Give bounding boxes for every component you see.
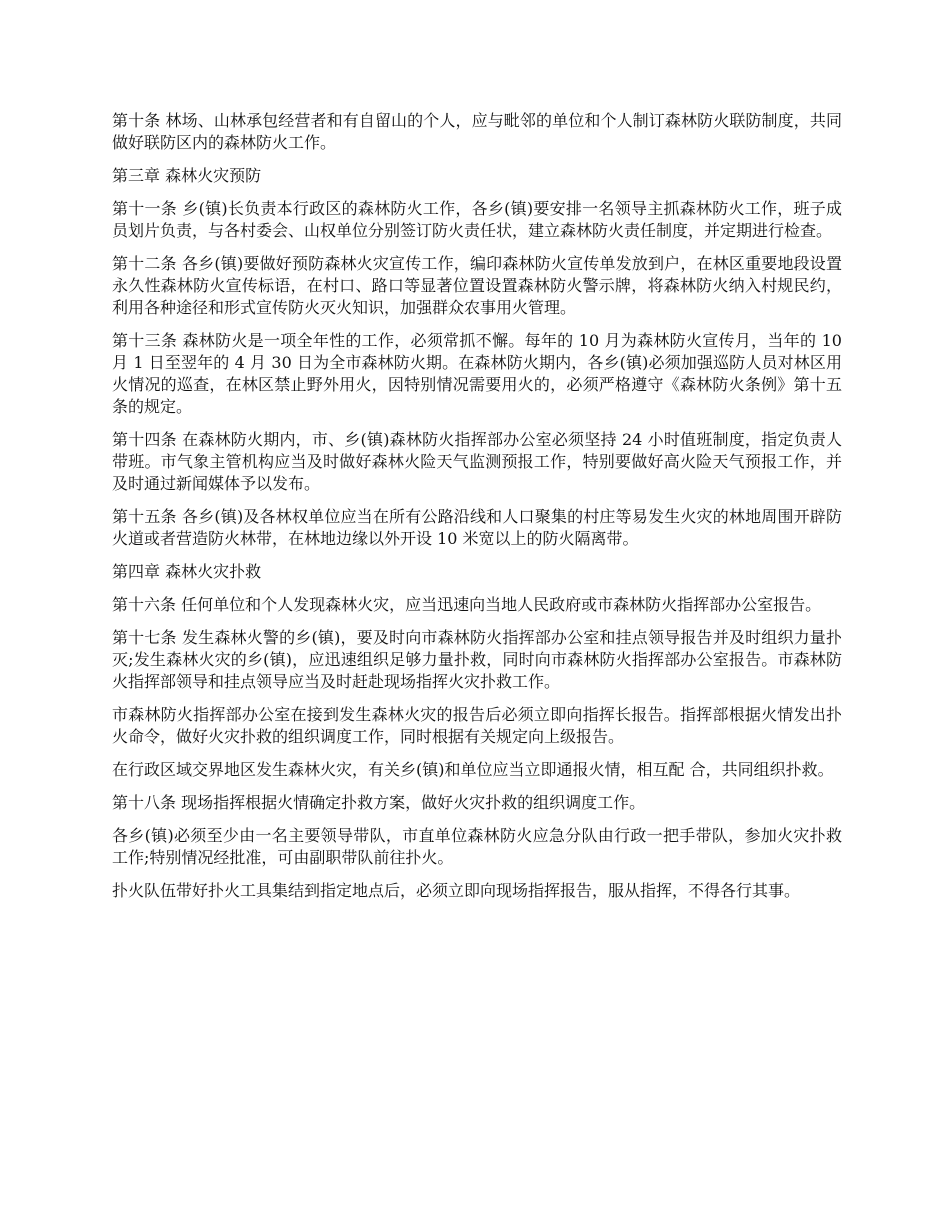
article-16: 第十六条 任何单位和个人发现森林火灾，应当迅速向当地人民政府或市森林防火指挥部办公室报告。	[112, 595, 822, 614]
article-18-para-2: 各乡(镇)必须至少由一名主要领导带队，市直单位森林防火应急分队由行政一把手带队，参加火灾扑救工作;特别情况经批准，可由副职带队前往扑火。	[112, 826, 842, 867]
article-18: 第十八条 现场指挥根据火情确定扑救方案，做好火灾扑救的组织调度工作。	[112, 793, 646, 812]
article-18-para-3: 扑火队伍带好扑火工具集结到指定地点后，必须立即向现场指挥报告，服从指挥，不得各行其事。	[112, 881, 801, 900]
document-body	[112, 110, 842, 913]
chapter-4-heading: 第四章 森林火灾扑救	[112, 562, 262, 581]
article-11: 第十一条 乡(镇)长负责本行政区的森林防火工作，各乡(镇)要安排一名领导主抓森林防火工作，班子成员划片负责，与各村委会、山权单位分别签订防火责任状，建立森林防火责任制度，并定期进行检查。	[112, 199, 842, 240]
article-12: 第十二条 各乡(镇)要做好预防森林火灾宣传工作，编印森林防火宣传单发放到户，在林区重要地段设置永久性森林防火宣传标语，在村口、路口等显著位置设置森林防火警示牌，将森林防火纳入村规民约，利用各种途径和形式宣传防火灭火知识，加强群众农事用火管理。	[112, 254, 842, 317]
article-10: 第十条 林场、山林承包经营者和有自留山的个人，应与毗邻的单位和个人制订森林防火联防制度，共同做好联防区内的森林防火工作。	[112, 111, 842, 152]
chapter-3-heading: 第三章 森林火灾预防	[112, 166, 262, 185]
article-17-para-3: 在行政区域交界地区发生森林火灾，有关乡(镇)和单位应当立即通报火情，相互配 合，共同组织扑救。	[112, 760, 834, 779]
article-17: 第十七条 发生森林火警的乡(镇)，要及时向市森林防火指挥部办公室和挂点领导报告并及时组织力量扑灭;发生森林火灾的乡(镇)，应迅速组织足够力量扑救，同时向市森林防火指挥部办公室报告。市森林防火指挥部领导和挂点领导应当及时赶赴现场指挥火灾扑救工作。	[112, 628, 842, 691]
article-17-para-2: 市森林防火指挥部办公室在接到发生森林火灾的报告后必须立即向指挥长报告。指挥部根据火情发出扑火命令，做好火灾扑救的组织调度工作，同时根据有关规定向上级报告。	[112, 705, 842, 746]
article-15: 第十五条 各乡(镇)及各林权单位应当在所有公路沿线和人口聚集的村庄等易发生火灾的林地周围开辟防火道或者营造防火林带，在林地边缘以外开设 10 米宽以上的防火隔离带。	[112, 507, 842, 548]
article-13: 第十三条 森林防火是一项全年性的工作，必须常抓不懈。每年的 10 月为森林防火宣传月，当年的 10 月 1 日至翌年的 4 月 30 日为全市森林防火期。在森林防火期内，各乡(镇)必须加强巡防人员对林区用火情况的巡查，在林区禁止野外用火，因特别情况需要用火的，必须严格遵守《森林防火条例》第十五条的规定。	[112, 331, 842, 416]
article-14: 第十四条 在森林防火期内，市、乡(镇)森林防火指挥部办公室必须坚持 24 小时值班制度，指定负责人带班。市气象主管机构应当及时做好森林火险天气监测预报工作，特别要做好高火险天气预报工作，并及时通过新闻媒体予以发布。	[112, 430, 842, 493]
